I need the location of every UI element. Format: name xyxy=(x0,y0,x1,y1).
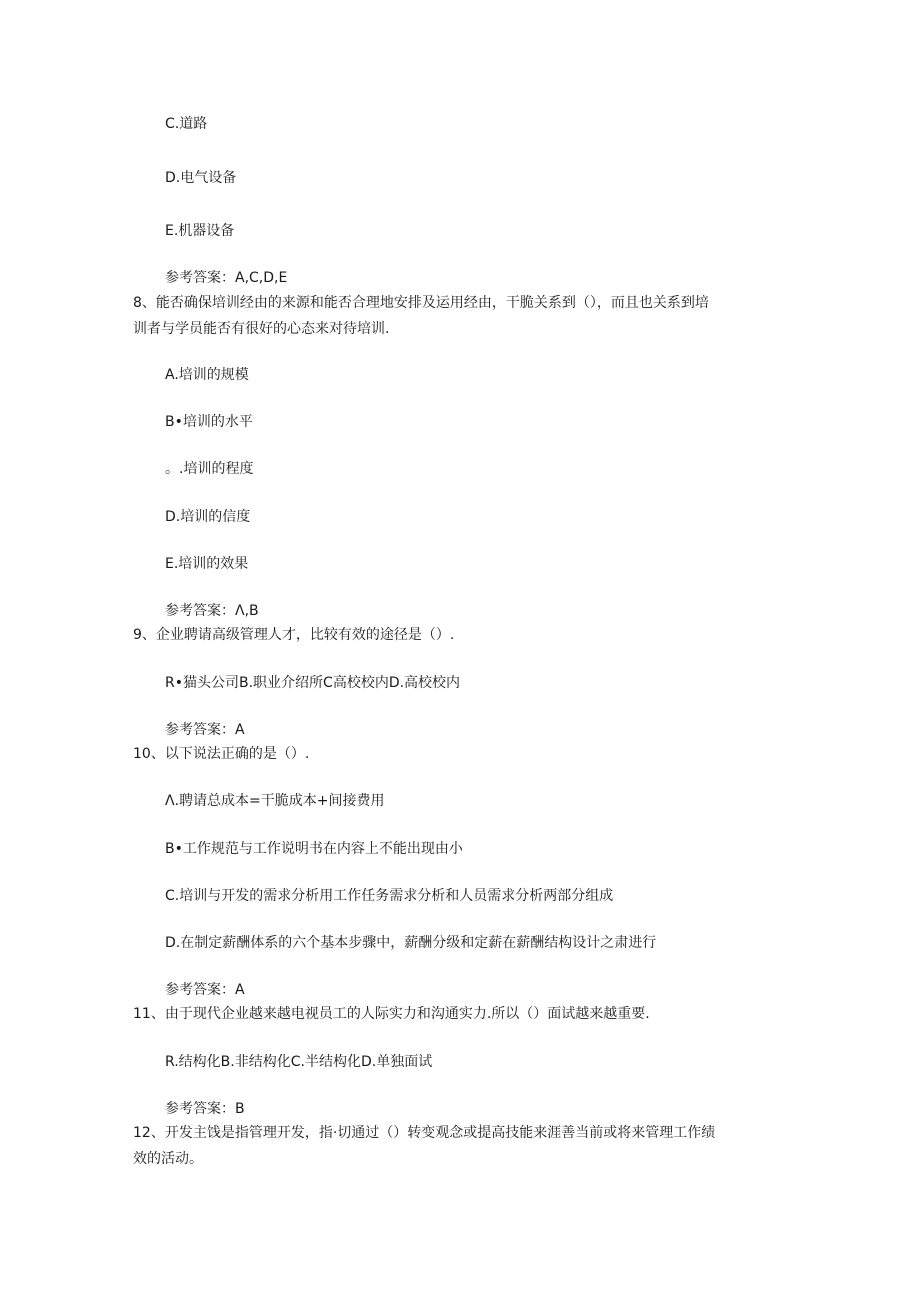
question-8-option-e: E.培训的效果 xyxy=(165,556,249,572)
question-11-line1: 11、由于现代企业越来越电视员工的人际实力和沟通实力.所以（）面试越来越重要. xyxy=(133,1006,650,1022)
question-8-answer: 参考答案：Λ,B xyxy=(165,603,259,619)
question-9-options: R•猫头公司B.职业介绍所C高校校内D.高校校内 xyxy=(165,675,461,691)
question-8-line1: 8、能否确保培训经由的来源和能否合理地安排及运用经由，干脆关系到（），而且也关系到培 xyxy=(133,295,709,311)
option-c-prev: C.道路 xyxy=(165,116,208,132)
question-10-option-b: B•工作规范与工作说明书在内容上不能出现由小 xyxy=(165,841,463,857)
answer-prev: 参考答案：A,C,D,E xyxy=(165,270,288,286)
question-10-line1: 10、以下说法正确的是（）. xyxy=(133,746,310,762)
question-8-line2: 训者与学员能否有很好的心态来对待培训. xyxy=(133,321,390,337)
question-11-options: R.结构化B.非结构化C.半结构化D.单独面试 xyxy=(165,1054,433,1070)
question-8-option-c: 。.培训的程度 xyxy=(165,461,254,477)
option-e-prev: E.机器设备 xyxy=(165,223,235,239)
question-10-answer: 参考答案：A xyxy=(165,982,245,998)
question-10-option-a: Λ.聘请总成本=干脆成本+间接费用 xyxy=(165,793,385,809)
question-8-option-b: B•培训的水平 xyxy=(165,414,253,430)
question-8-option-a: A.培训的规模 xyxy=(165,367,249,383)
question-9-answer: 参考答案：A xyxy=(165,722,245,738)
question-11-answer: 参考答案：B xyxy=(165,1101,245,1117)
option-d-prev: D.电气设备 xyxy=(165,170,237,186)
question-12-line1: 12、开发主饯是指管理开发，指·切通过（）转变观念或提高技能来涯善当前或将来管理工作绩 xyxy=(133,1125,716,1141)
question-10-option-d: D.在制定薪酬体系的六个基本步骤中，薪酬分级和定薪在薪酬结构设计之肃进行 xyxy=(165,935,657,951)
question-10-option-c: C.培训与开发的需求分析用工作任务需求分析和人员需求分析两部分组成 xyxy=(165,888,614,904)
question-12-line2: 效的活动。 xyxy=(133,1151,203,1167)
question-8-option-d: D.培训的信度 xyxy=(165,509,251,525)
question-9-line1: 9、企业聘请高级管理人才，比较有效的途径是（）. xyxy=(133,627,455,643)
